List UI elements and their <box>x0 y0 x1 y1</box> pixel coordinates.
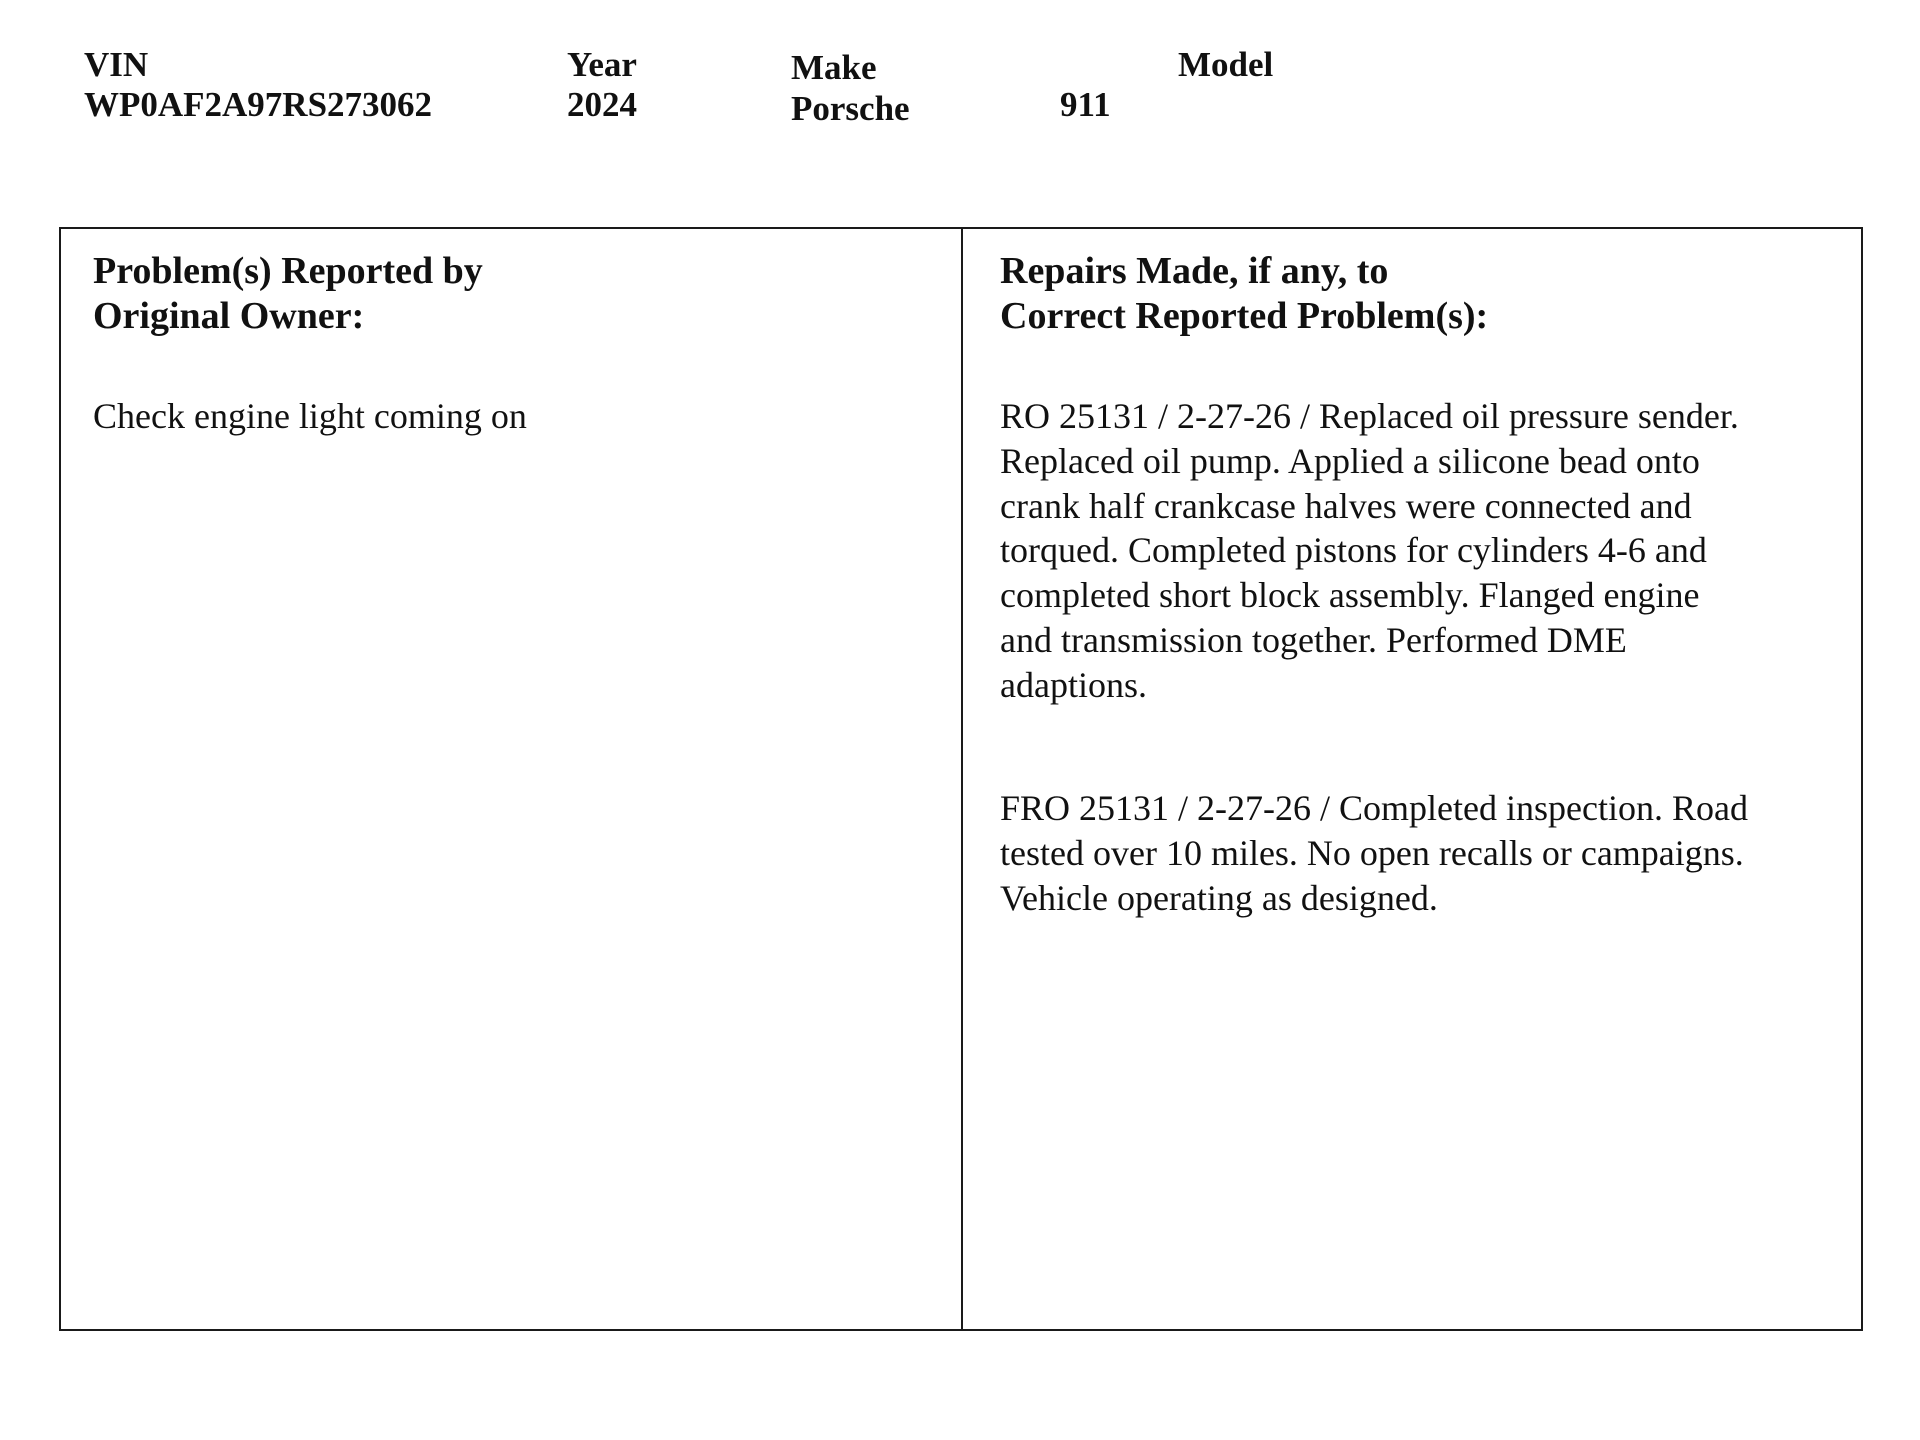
make-value: Porsche <box>791 89 910 128</box>
vin-value: WP0AF2A97RS273062 <box>84 85 433 124</box>
column-divider <box>961 229 963 1329</box>
year-value: 2024 <box>567 85 637 124</box>
repair-entry-line: completed short block assembly. Flanged engine <box>1000 575 1700 616</box>
repair-entry-line: torqued. Completed pistons for cylinders 4-6 and <box>1000 530 1707 571</box>
make-label: Make <box>791 48 877 87</box>
repair-entry-line: adaptions. <box>1000 664 1147 705</box>
model-value: 911 <box>1060 85 1111 124</box>
model-label: Model <box>1178 45 1274 84</box>
repair-entry-line: FRO 25131 / 2-27-26 / Completed inspection. Road <box>1000 788 1748 828</box>
problems-heading-line-2: Original Owner: <box>93 295 365 337</box>
year-label: Year <box>567 45 637 84</box>
repair-entry-line: and transmission together. Performed DME <box>1000 619 1627 660</box>
repair-entry-ro <box>1000 394 1739 708</box>
repair-entry-line: tested over 10 miles. No open recalls or campaigns. <box>1000 832 1744 873</box>
repair-entry-line: Vehicle operating as designed. <box>1000 877 1438 918</box>
repair-entry-line: Replaced oil pump. Applied a silicone bead onto <box>1000 440 1700 481</box>
problems-heading-line-1: Problem(s) Reported by <box>93 250 483 292</box>
repair-entry-line: RO 25131 / 2-27-26 / Replaced oil pressure sender. <box>1000 396 1739 436</box>
repairs-heading-line-1: Repairs Made, if any, to <box>1000 250 1389 292</box>
report-table <box>59 227 1863 1331</box>
repairs-heading-line-2: Correct Reported Problem(s): <box>1000 295 1489 337</box>
repairs-heading <box>1000 249 1488 339</box>
problems-heading <box>93 249 483 339</box>
vin-label: VIN <box>84 45 149 84</box>
problem-description: Check engine light coming on <box>93 396 527 436</box>
repair-entry-fro <box>1000 786 1748 920</box>
repair-entry-line: crank half crankcase halves were connected and <box>1000 485 1692 526</box>
